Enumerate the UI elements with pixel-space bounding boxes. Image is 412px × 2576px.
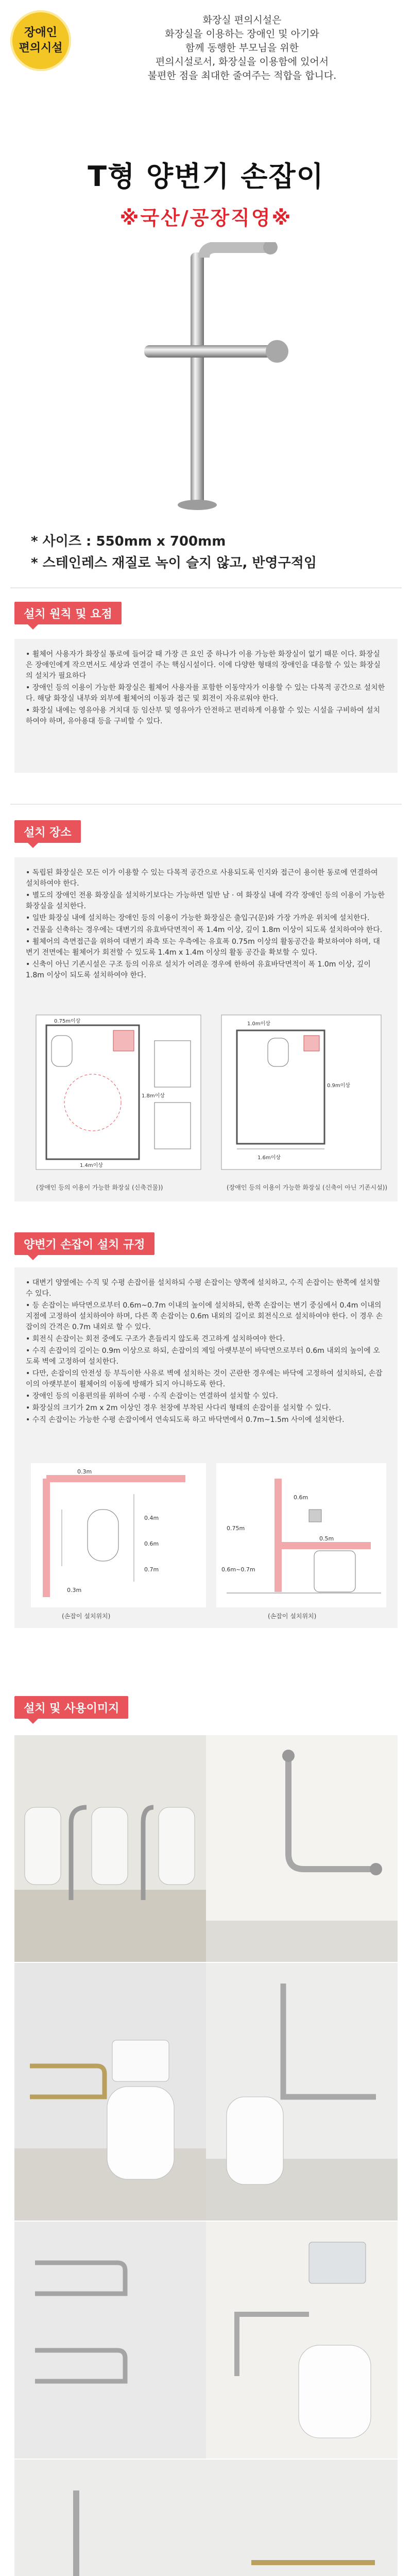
handrail-item: • 대변기 양옆에는 수직 및 수평 손잡이를 설치하되 수평 손잡이는 양쪽에 설치하고, 수직 손잡이는 한쪽에 설치할 수 있다. — [26, 1278, 386, 1299]
plan-label: 0.9m이상 — [327, 1083, 350, 1089]
photo-rail-wide — [14, 2460, 398, 2576]
accessibility-badge — [10, 10, 71, 71]
dim-label: 0.6m~0.7m — [221, 1566, 255, 1573]
plan-label: 1.6m이상 — [258, 1155, 281, 1161]
handrail-item: • 화장실의 크기가 2m x 2m 이상인 경우 천장에 부착된 사다리 형태의 손잡이를 설치할 수 있다. — [26, 1403, 386, 1414]
intro-line: 편의시설로서, 화장실을 이용함에 있어서 — [155, 56, 329, 67]
section-handrail-heading: 양변기 손잡이 설치 규정 — [14, 1232, 154, 1255]
location-item: • 일반 화장실 내에 설치하는 장애인 등의 이용이 가능한 화장실은 출입구(문)와 가장 가까운 위치에 설치한다. — [26, 913, 386, 924]
photo-t-rail-toilet — [206, 1963, 398, 2221]
floor-plan-new — [31, 1010, 206, 1175]
dim-label: 0.3m — [77, 1468, 92, 1475]
handrail-item: • 등 손잡이는 바닥면으로부터 0.6m~0.7m 이내의 높이에 설치하되, 한쪽 손잡이는 변기 중심에서 0.4m 이내의 지점에 고정하여 설치하여야 하며, 다른 쪽 손잡이는 0.6m 내외의 길이로 회전식으로 설치하여야 한다. 이 경우 손잡이의 간격은 0.7m 내외로 할 수 있다. — [26, 1300, 386, 1333]
photo-rail-sink — [206, 2222, 398, 2459]
intro-line: 불편한 점을 최대한 줄여주는 적합을 합니다. — [147, 70, 337, 81]
floor-flange — [178, 500, 217, 510]
dim-label: 0.6m — [294, 1494, 308, 1501]
handrail-caption: (손잡이 설치위치) — [268, 1613, 317, 1620]
dim-label: 0.7m — [144, 1566, 159, 1573]
principle-item: • 장애인 등의 이용이 가능한 화장실은 휠체어 사용자를 포함한 이동약자가 이용할 수 있는 다목적 공간으로 설치한다. 해당 화장실 내부와 외부에 휠체어의 이동과 접근 및 회전이 자유로워야 한다. — [26, 683, 386, 704]
handrail-caption: (손잡이 설치위치) — [62, 1613, 111, 1620]
floor-plan-existing — [216, 1010, 386, 1175]
page-title: T형 양변기 손잡이 — [88, 160, 324, 193]
plan-label: 1.0m이상 — [247, 1021, 270, 1027]
location-item: • 휠체어의 측면접근을 위하여 대변기 좌측 또는 우측에는 유효폭 0.75m 이상의 활동공간을 확보하여야 하며, 대변기 전면에는 휠체어가 회전할 수 있도록 1.4m x 1.4m 이상의 활동 공간을 확보할 수 있다. — [26, 937, 386, 958]
spec-material: * 스테인레스 재질로 녹이 슬지 않고, 반영구적임 — [31, 555, 317, 571]
plan-label: 1.8m이상 — [142, 1093, 165, 1099]
handrail-item: • 장애인 등의 이용편의를 위하여 수평 · 수직 손잡이는 연결하여 설치할 수 있다. — [26, 1391, 386, 1402]
location-item: • 건물을 신축하는 경우에는 대변기의 유효바닥면적이 폭 1.4m 이상, 깊이 1.8m 이상이 되도록 설치하여야 한다. — [26, 925, 386, 936]
principles-box — [14, 639, 398, 773]
badge-line-2: 편의시설 — [19, 42, 63, 55]
plan-label: 0.75m이상 — [54, 1019, 81, 1024]
intro-line: 함께 동행한 부모님을 위한 — [185, 42, 299, 54]
intro-text — [88, 13, 397, 83]
vertical-bar — [191, 252, 204, 505]
location-item: • 별도의 장애인 전용 화장실을 설치하기보다는 가능하면 일반 남 · 여 화장실 내에 각각 장애인 등의 이용이 가능한 화장실을 설치한다. — [26, 890, 386, 912]
handrail-diagram-plan — [31, 1463, 206, 1607]
spec-size: * 사이즈 : 550mm x 700mm — [31, 534, 226, 549]
principle-item: • 화장실 내에는 영유아용 거치대 등 임산부 및 영유아가 안전하고 편리하게 이용할 수 있는 시설을 구비하여 설치하여야 하며, 유아용대 등을 구비할 수 있다. — [26, 705, 386, 727]
floor-plan-caption: (장애인 등의 이용이 가능한 화장실 (신축건물)) — [36, 1184, 163, 1191]
dim-label: 0.6m — [144, 1540, 159, 1547]
divider — [10, 587, 402, 588]
plan-label: 1.4m이상 — [80, 1163, 103, 1168]
handrail-item: • 수직 손잡이의 길이는 0.9m 이상으로 하되, 손잡이의 제일 아랫부분이 바닥면으로부터 0.6m 내외의 높이에 오도록 벽에 고정하여 설치한다. — [26, 1346, 386, 1367]
intro-line: 화장실 편의시설은 — [202, 14, 282, 26]
floor-plan-caption: (장애인 등의 이용이 가능한 화장실 (신축이 아닌 기존시설)) — [227, 1184, 388, 1191]
section-location-heading: 설치 장소 — [14, 820, 81, 843]
product-image — [113, 242, 299, 515]
page-subtitle: ※국산/공장직영※ — [119, 207, 293, 229]
divider — [10, 804, 402, 805]
photo-fold-rail-toilet — [14, 1963, 206, 2221]
photo-fold-rails — [14, 2222, 206, 2459]
wall-flange — [266, 340, 288, 363]
section-photos-heading: 설치 및 사용이미지 — [14, 1696, 128, 1719]
handrail-diagram-elevation — [216, 1463, 386, 1607]
upper-bend — [204, 247, 268, 258]
handrail-item: • 다만, 손잡이의 안전성 등 부득이한 사유로 벽에 설치하는 것이 곤란한 경우에는 바닥에 고정하여 설치하되, 손잡이의 아랫부분이 휠체어의 이동에 방해가 되지 아니하도록 한다. — [26, 1368, 386, 1390]
intro-line: 화장실을 이용하는 장애인 및 아기와 — [165, 28, 319, 40]
dim-label: 0.3m — [67, 1587, 82, 1594]
photo-wall-rail — [206, 1735, 398, 1962]
dim-label: 0.4m — [144, 1515, 159, 1521]
horizontal-bar — [144, 345, 278, 358]
badge-line-1: 장애인 — [24, 26, 57, 39]
handrail-item: • 수직 손잡이는 가능한 수평 손잡이에서 연속되도록 하고 바닥면에서 0.7m~1.5m 사이에 설치한다. — [26, 1415, 386, 1426]
dim-label: 0.5m — [319, 1535, 334, 1542]
photo-urinal-rails — [14, 1735, 206, 1962]
dim-label: 0.75m — [227, 1525, 245, 1532]
location-item: • 신축이 아닌 기존시설은 구조 등의 이유로 설치가 어려운 경우에 한하여 유효바닥면적이 폭 1.0m 이상, 깊이 1.8m 이상이 되도록 설치하여야 한다. — [26, 959, 386, 981]
location-item: • 독립된 화장실은 모든 이가 이용할 수 있는 다목적 공간으로 사용되도록 인지와 접근이 용이한 동로에 연결하여 설치하여야 한다. — [26, 868, 386, 889]
section-principles-heading: 설치 원칙 및 요점 — [14, 602, 122, 624]
handrail-item: • 회전식 손잡이는 회전 중에도 구조가 흔들리지 않도록 견고하게 설치하여야 한다. — [26, 1334, 386, 1345]
principle-item: • 휠체어 사용자가 화장실 통로에 들어갈 때 가장 큰 요인 중 하나가 이용 가능한 화장실이 없기 때문 이다. 화장실은 장애인에게 작으면서도 세상과 연결이 주는 핵심시설이다. 이에 다양한 형태의 장애인을 대응할 수 있는 화장실의 설치가 필요하다 — [26, 649, 386, 682]
